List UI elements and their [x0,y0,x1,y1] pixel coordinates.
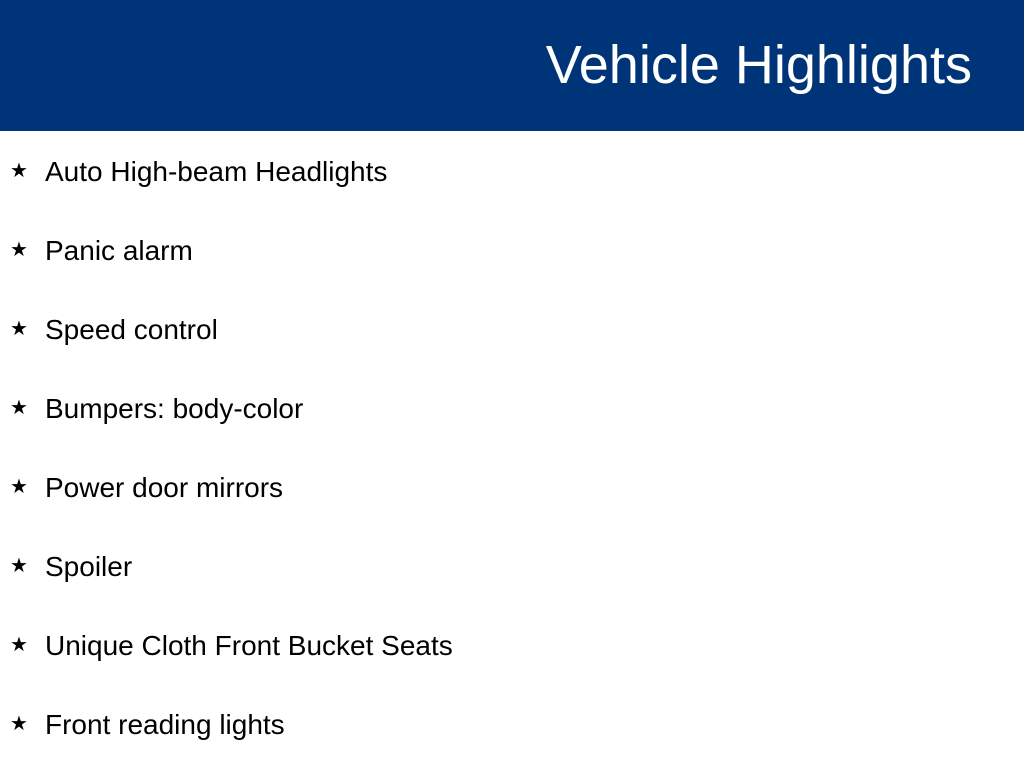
list-item [0,454,1024,533]
star-icon: ★ [10,395,28,419]
star-icon: ★ [10,316,28,340]
list-item [0,691,1024,770]
list-item [0,217,1024,296]
star-icon: ★ [10,553,28,577]
page-title: Vehicle Highlights [545,35,972,95]
feature-label: Spoiler [45,551,133,582]
feature-label: Speed control [45,314,218,345]
star-icon: ★ [10,632,28,656]
list-item [0,296,1024,375]
feature-label: Bumpers: body-color [45,393,304,424]
star-icon: ★ [10,711,28,735]
feature-label: Auto High-beam Headlights [45,156,388,187]
feature-label: Power door mirrors [45,472,284,503]
title-banner [0,0,1024,131]
feature-label: Panic alarm [45,235,193,266]
star-icon: ★ [10,237,28,261]
star-icon: ★ [10,474,28,498]
list-item [0,533,1024,612]
feature-label: Unique Cloth Front Bucket Seats [45,630,453,661]
list-item [0,375,1024,454]
list-item [0,138,1024,217]
star-icon: ★ [10,158,28,182]
feature-list [0,138,1024,770]
list-item [0,612,1024,691]
feature-label: Front reading lights [45,709,285,740]
